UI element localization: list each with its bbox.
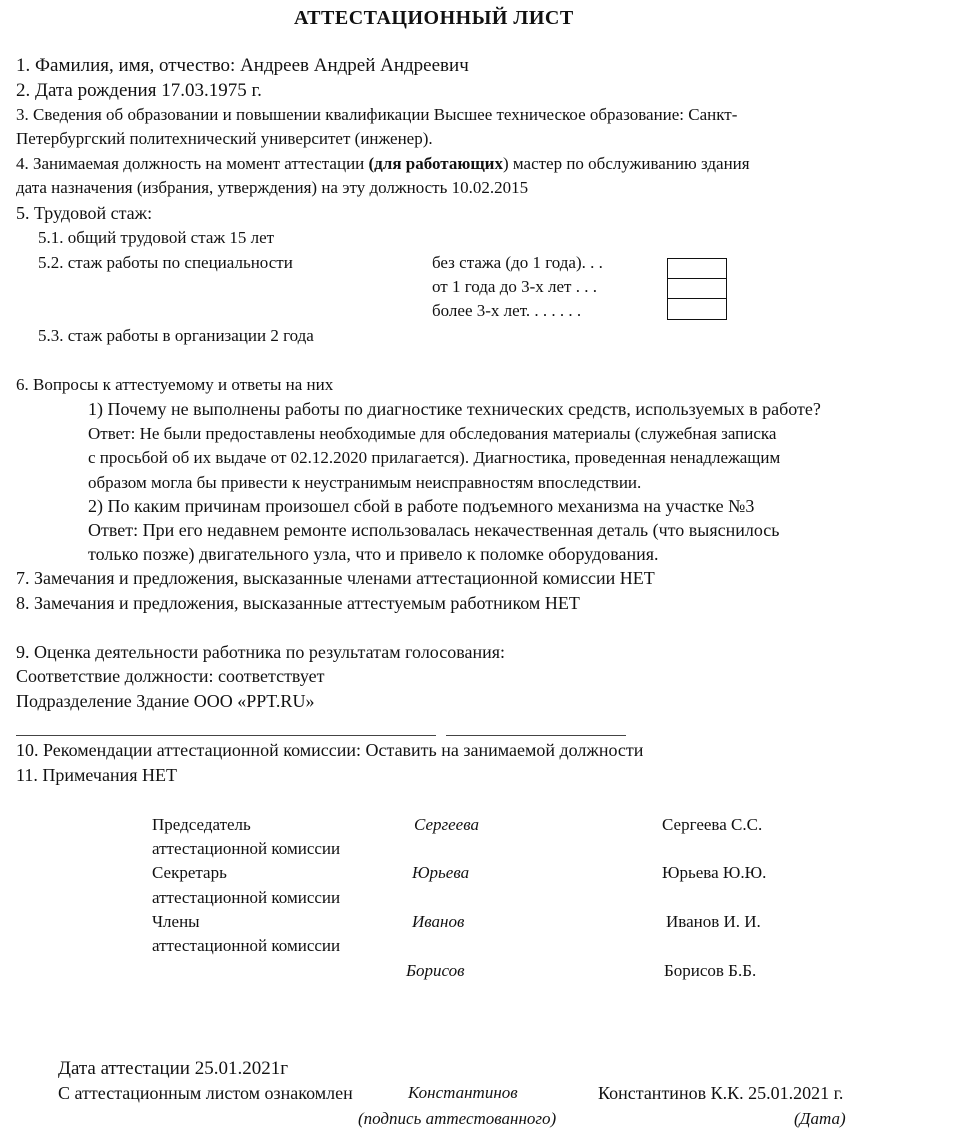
acknowledgement-label: С аттестационным листом ознакомлен: [58, 1083, 353, 1103]
item-4-suffix: ) мастер по обслуживанию здания: [502, 154, 750, 173]
stazh-checkbox-3[interactable]: [667, 298, 727, 320]
chair-label-2: аттестационной комиссии: [152, 839, 341, 858]
stazh-checkbox-2[interactable]: [667, 278, 727, 299]
item-9-department: Подразделение Здание ООО «PPT.RU»: [16, 691, 315, 711]
members-label: Члены: [152, 912, 200, 931]
item-10-recommendations: 10. Рекомендации аттестационной комиссии: Оставить на занимаемой должности: [16, 740, 644, 760]
item-4-position: [16, 155, 750, 172]
chair-name: Сергеева С.С.: [662, 815, 763, 834]
item-9-evaluation: 9. Оценка деятельности работника по результатам голосования:: [16, 642, 506, 662]
item-4-appointment-date: дата назначения (избрания, утверждения) на эту должность 10.02.2015: [16, 178, 529, 197]
item-9-conformity: Соответствие должности: соответствует: [16, 666, 325, 686]
secretary-label: Секретарь: [152, 863, 227, 882]
qa-line: с просьбой об их выдаче от 02.12.2020 прилагается). Диагностика, проведенная ненадлежащим: [88, 448, 781, 467]
stazh-option-1: без стажа (до 1 года). . .: [432, 253, 603, 272]
stazh-option-2: от 1 года до 3-х лет . . .: [432, 277, 597, 296]
item-6-questions: 6. Вопросы к аттестуемому и ответы на них: [16, 375, 334, 394]
stazh-checkbox-1[interactable]: [667, 258, 727, 279]
secretary-signature: Юрьева: [412, 863, 470, 882]
stazh-option-3: более 3-х лет. . . . . . .: [432, 301, 582, 320]
chair-signature: Сергеева: [414, 815, 479, 834]
member-2-signature: Борисов: [406, 961, 465, 980]
qa-line: Ответ: При его недавнем ремонте использовалась некачественная деталь (что выяснилось: [88, 520, 780, 540]
qa-line: 1) Почему не выполнены работы по диагностике технических средств, используемых в работе?: [88, 399, 821, 419]
item-4-prefix: 4. Занимаемая должность на момент аттестации: [16, 154, 369, 173]
qa-line: образом могла бы привести к неустранимым неисправностям впоследствии.: [88, 473, 642, 492]
secretary-label-2: аттестационной комиссии: [152, 888, 341, 907]
member-1-signature: Иванов: [412, 912, 465, 931]
acknowledgement-signature: Константинов: [408, 1083, 518, 1102]
attestation-date: Дата аттестации 25.01.2021г: [58, 1058, 289, 1079]
member-1-name: Иванов И. И.: [666, 912, 761, 931]
chair-label: Председатель: [152, 815, 251, 834]
item-3-education-line-2: Петербургский политехнический университет (инженер).: [16, 129, 433, 148]
item-5-3-organization-experience: 5.3. стаж работы в организации 2 года: [38, 326, 314, 345]
separator-line: [446, 735, 626, 736]
item-4-bold: (для работающих: [368, 154, 503, 173]
qa-line: только позже) двигательного узла, что и привело к поломке оборудования.: [88, 544, 659, 564]
member-2-name: Борисов Б.Б.: [664, 961, 757, 980]
item-3-education-line-1: 3. Сведения об образовании и повышении квалификации Высшее техническое образование: Санкт-: [16, 105, 738, 124]
separator-line: [16, 735, 436, 736]
item-5-1-total-experience: 5.1. общий трудовой стаж 15 лет: [38, 228, 275, 247]
secretary-name: Юрьева Ю.Ю.: [662, 863, 767, 882]
item-8-employee-remarks: 8. Замечания и предложения, высказанные аттестуемым работником НЕТ: [16, 593, 580, 613]
page-title: АТТЕСТАЦИОННЫЙ ЛИСТ: [294, 7, 574, 29]
item-11-notes: 11. Примечания НЕТ: [16, 765, 177, 785]
item-5-2-specialty-experience: 5.2. стаж работы по специальности: [38, 253, 293, 272]
item-5-work-experience: 5. Трудовой стаж:: [16, 203, 153, 223]
qa-line: 2) По каким причинам произошел сбой в работе подъемного механизма на участке №3: [88, 496, 755, 516]
date-caption: (Дата): [794, 1109, 846, 1128]
item-7-commission-remarks: 7. Замечания и предложения, высказанные членами аттестационной комиссии НЕТ: [16, 568, 655, 588]
item-2-birth-date: 2. Дата рождения 17.03.1975 г.: [16, 80, 262, 101]
acknowledgement-name-date: Константинов К.К. 25.01.2021 г.: [598, 1083, 844, 1103]
signature-caption: (подпись аттестованного): [358, 1109, 557, 1128]
members-label-2: аттестационной комиссии: [152, 936, 341, 955]
qa-line: Ответ: Не были предоставлены необходимые для обследования материалы (служебная записка: [88, 424, 777, 443]
item-1-full-name: 1. Фамилия, имя, отчество: Андреев Андрей Андреевич: [16, 55, 469, 76]
